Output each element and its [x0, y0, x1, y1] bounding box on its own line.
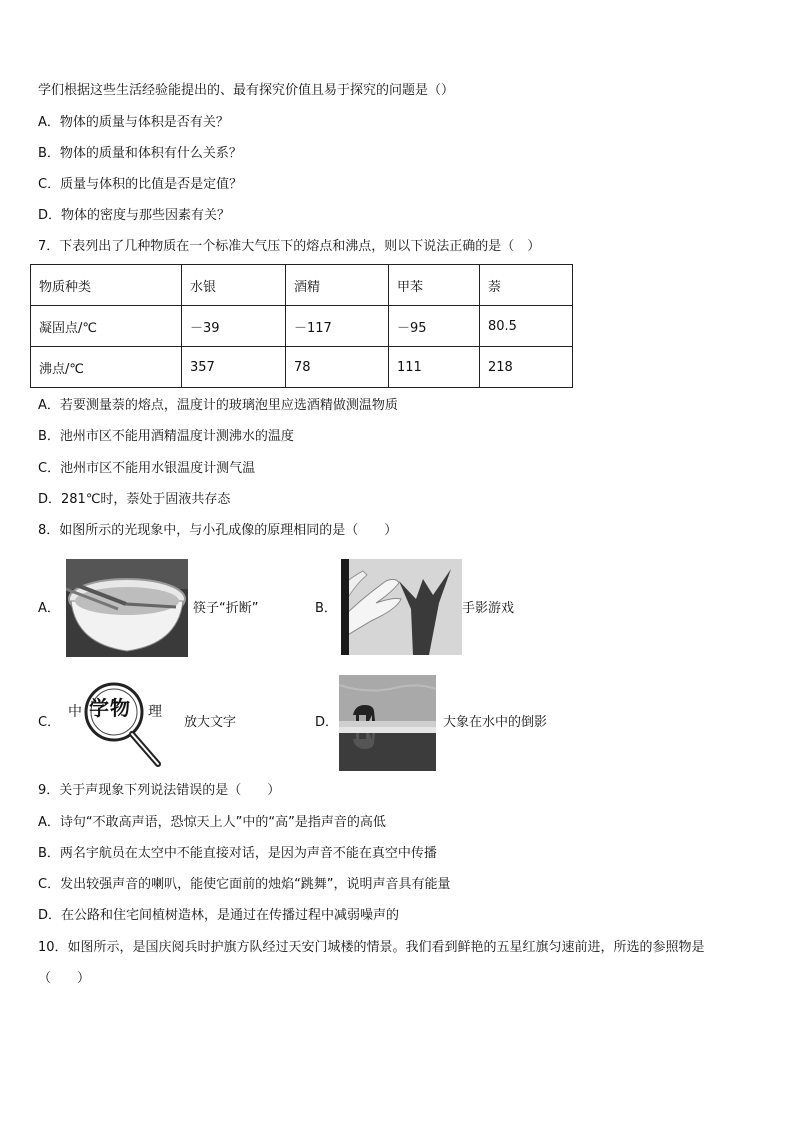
magnifier-glyph-right: 理 — [148, 704, 162, 720]
q9-option-c: C．发出较强声音的喇叭，能使它面前的烛焰“跳舞”，说明声音具有能量 — [38, 877, 451, 892]
q7-option-d: D．281℃时，萘处于固液共存态 — [38, 492, 231, 507]
q8-caption-b: 手影游戏 — [462, 601, 515, 616]
hand-shadow-photo-icon — [341, 559, 462, 655]
table-cell: 80.5 — [480, 306, 573, 347]
table-cell: 218 — [480, 347, 573, 388]
table-cell: 物质种类 — [31, 265, 182, 306]
q6-option-d: D．物体的密度与那些因素有关？ — [38, 208, 231, 223]
table-cell: 78 — [286, 347, 389, 388]
q8-caption-a: 筷子“折断” — [193, 601, 259, 616]
q6-option-c: C．质量与体积的比值是否是定值？ — [38, 177, 243, 192]
table-row — [31, 306, 573, 347]
magnifier-illustration-icon — [66, 676, 166, 770]
q8-option-c-letter: C． — [38, 715, 61, 730]
table-row — [31, 347, 573, 388]
q8-caption-d: 大象在水中的倒影 — [443, 715, 548, 730]
table-cell: 甲苯 — [389, 265, 480, 306]
table-header-row — [31, 265, 573, 306]
q7-option-b: B．池州市区不能用酒精温度计测沸水的温度 — [38, 429, 294, 444]
magnifier-glyph-left: 中 — [68, 704, 82, 720]
q6-stem: 学们根据这些生活经验能提出的、最有探究价值且易于探究的问题是（） — [38, 83, 455, 98]
q8-stem: 8．如图所示的光现象中，与小孔成像的原理相同的是（ ） — [38, 523, 398, 538]
table-cell: 萘 — [480, 265, 573, 306]
q9-option-a: A．诗句“不敢高声语，恐惊天上人”中的“高”是指声音的高低 — [38, 815, 386, 830]
table-cell: 水银 — [182, 265, 286, 306]
table-cell: －117 — [286, 306, 389, 347]
table-cell: 357 — [182, 347, 286, 388]
q8-option-b-letter: B． — [315, 601, 337, 616]
q8-option-a-letter: A． — [38, 601, 60, 616]
elephant-reflection-photo-icon — [339, 675, 436, 771]
q9-option-d: D．在公路和住宅间植树造林，是通过在传播过程中减弱噪声的 — [38, 908, 400, 923]
q6-option-a: A．物体的质量与体积是否有关？ — [38, 115, 229, 130]
q6-option-b: B．物体的质量和体积有什么关系？ — [38, 146, 242, 161]
substance-table — [30, 264, 573, 388]
table-cell: 111 — [389, 347, 480, 388]
chopsticks-bowl-photo-icon — [66, 559, 188, 657]
q7-option-c: C．池州市区不能用水银温度计测气温 — [38, 461, 256, 476]
q8-caption-c: 放大文字 — [184, 715, 237, 730]
q9-option-b: B．两名宇航员在太空中不能直接对话，是因为声音不能在真空中传播 — [38, 846, 437, 861]
table-cell: －95 — [389, 306, 480, 347]
table-cell: 凝固点/℃ — [31, 306, 182, 347]
table-cell: 酒精 — [286, 265, 389, 306]
q10-stem: 10．如图所示，是国庆阅兵时护旗方队经过天安门城楼的情景。我们看到鲜艳的五星红旗匀速前进，所选的参照物是 — [38, 940, 705, 955]
q9-stem: 9．关于声现象下列说法错误的是（ ） — [38, 783, 281, 798]
magnifier-glyph-inner: 学物 — [89, 696, 131, 720]
table-cell: －39 — [182, 306, 286, 347]
q8-option-d-letter: D． — [315, 715, 339, 730]
q10-stem-continuation: （ ） — [38, 971, 91, 986]
q7-option-a: A．若要测量萘的熔点，温度计的玻璃泡里应选酒精做测温物质 — [38, 398, 398, 413]
table-cell: 沸点/℃ — [31, 347, 182, 388]
q7-stem: 7．下表列出了几种物质在一个标准大气压下的熔点和沸点，则以下说法正确的是（ ） — [38, 239, 541, 254]
